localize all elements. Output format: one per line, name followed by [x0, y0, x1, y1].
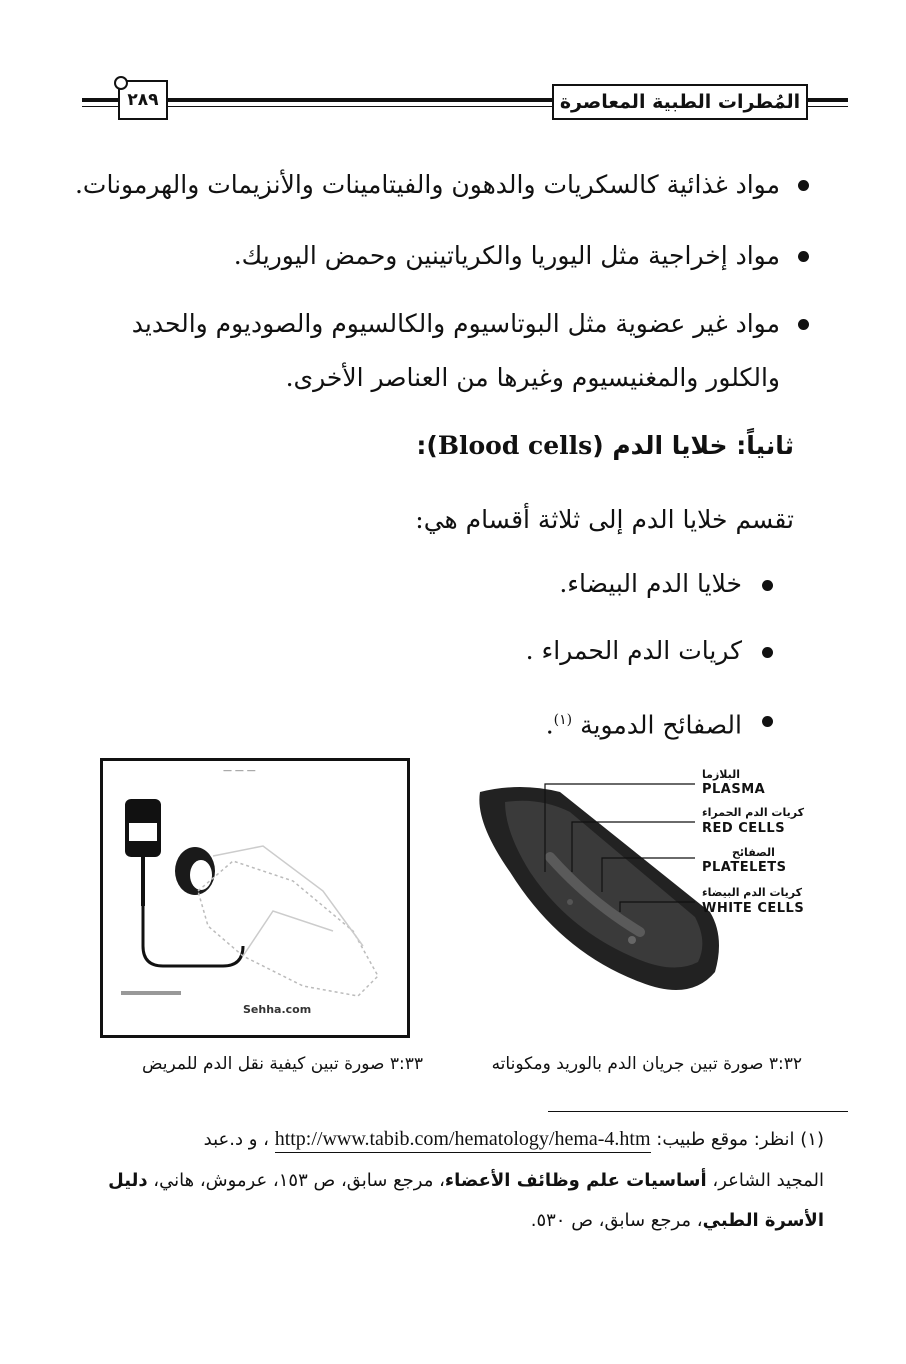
header-rule-right-thin: [806, 106, 848, 107]
label-plasma: PLASMA: [702, 782, 766, 797]
label-ar-red-cells: كريات الدم الحمراء: [702, 806, 804, 819]
footnote-line-1: (١) انظر: موقع طبيب: http://www.tabib.com/hematology/hema-4.htm ، و د.عبد: [204, 1124, 824, 1155]
iv-tube: [143, 906, 243, 966]
label-ar-white-cells: كريات الدم البيضاء: [702, 886, 803, 899]
figure-right-caption: ٣:٣٢ صورة تبين جريان الدم بالوريد ومكوناته: [491, 1054, 802, 1074]
section-heading: ثانياً: خلايا الدم (Blood cells):: [416, 431, 794, 460]
figure-left-caption: ٣:٣٣ صورة تبين كيفية نقل الدم للمريض: [141, 1054, 423, 1074]
book-title: المُطرات الطبية المعاصرة: [552, 84, 808, 120]
label-ar-platelets: الصفائح: [732, 846, 775, 859]
cell-type-item: الصفائح الدموية $^{(١)}$.: [545, 710, 742, 740]
footnote-line-3: الأسرة الطبي، مرجع سابق، ص ٥٣٠.: [530, 1210, 824, 1231]
header-rule-left-thin: [82, 106, 120, 107]
header-rule-left: [82, 98, 120, 102]
label-ar-plasma: البلازما: [702, 768, 741, 781]
bullet-item: مواد غير عضوية مثل البوتاسيوم والكالسيوم والصوديوم والحديد: [131, 309, 780, 338]
bullet-dot: [762, 647, 773, 658]
intro-text: تقسم خلايا الدم إلى ثلاثة أقسام هي:: [415, 505, 794, 534]
label-platelets: PLATELETS: [702, 860, 787, 875]
header-rule-middle: [166, 98, 554, 102]
footnote-link[interactable]: http://www.tabib.com/hematology/hema-4.htm: [275, 1128, 651, 1153]
bullet-item: مواد غذائية كالسكريات والدهون والفيتامينات والأنزيمات والهرمونات.: [74, 170, 780, 199]
bullet-dot: [798, 180, 809, 191]
bullet-dot: [762, 580, 773, 591]
header-rule-middle-thin: [166, 106, 554, 107]
bullet-continuation: والكلور والمغنيسيوم وغيرها من العناصر الأخرى.: [285, 363, 780, 392]
bullet-dot: [798, 319, 809, 330]
bullet-dot: [762, 716, 773, 727]
section-heading-english: Blood cells: [437, 431, 593, 460]
cell-type-item: خلايا الدم البيضاء.: [559, 569, 742, 598]
bullet-dot: [798, 251, 809, 262]
footnote-separator: [548, 1111, 848, 1112]
blood-vessel-figure: [450, 762, 830, 992]
header-rule-right: [806, 98, 848, 102]
page-number: ٢٨٩: [118, 80, 168, 120]
watermark-text: Sehha.com: [243, 1003, 312, 1016]
footnote-marker: (١): [553, 712, 573, 728]
transfusion-figure: [100, 758, 410, 1038]
label-red-cells: RED CELLS: [702, 821, 786, 836]
label-white-cells: WHITE CELLS: [702, 901, 805, 916]
transfusion-illustration: [103, 761, 407, 1035]
cell-type-item: كريات الدم الحمراء .: [525, 636, 742, 665]
bullet-item: مواد إخراجية مثل اليوريا والكرياتينين وحمض اليوريك.: [233, 241, 780, 270]
svg-text:— — —: — — —: [223, 766, 256, 776]
footnote-line-2: المجيد الشاعر، أساسيات علم وظائف الأعضاء، مرجع سابق، ص ١٥٣، عرموش، هاني، دليل: [108, 1170, 824, 1191]
